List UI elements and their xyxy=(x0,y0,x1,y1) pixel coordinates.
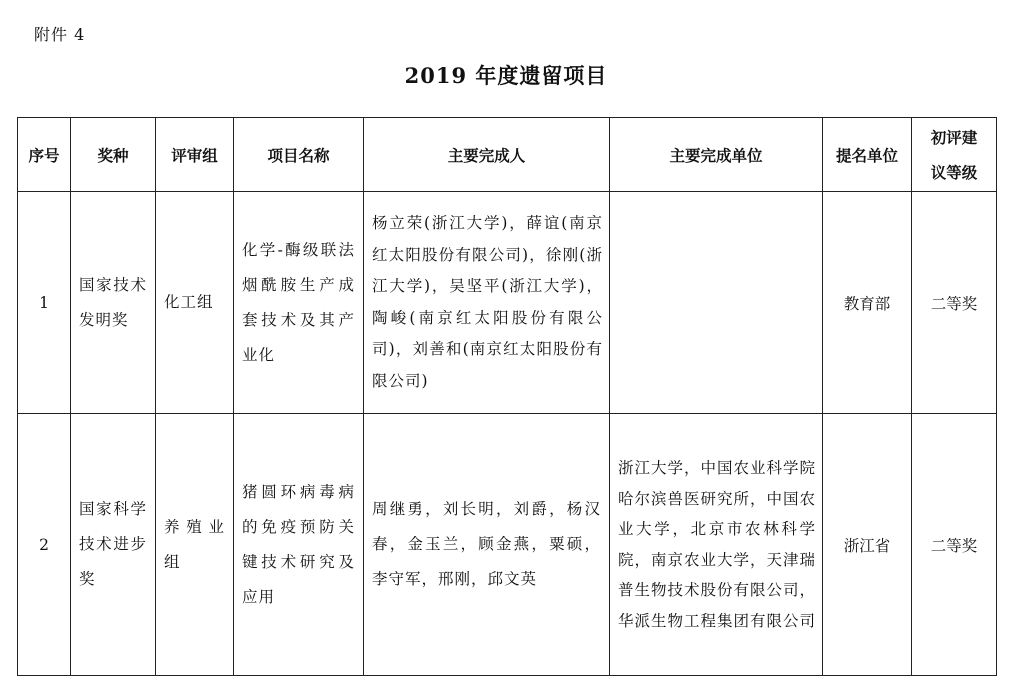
header-index: 序号 xyxy=(18,118,71,192)
main-contributors-text: 杨立荣(浙江大学)，薛谊(南京红太阳股份有限公司)，徐刚(浙江大学)，吴坚平(浙江大学)，陶峻(南京红太阳股份有限公司)，刘善和(南京红太阳股份有限公司) xyxy=(372,214,603,390)
row-award-type xyxy=(71,414,156,676)
row-main-contributors xyxy=(364,414,610,676)
main-units-text xyxy=(610,299,822,307)
attachment-label: 附件 4 xyxy=(34,25,86,44)
row-project-name xyxy=(234,414,364,676)
header-grade xyxy=(912,118,997,192)
header-row xyxy=(18,118,997,192)
row-award-type xyxy=(71,192,156,414)
row-grade: 二等奖 xyxy=(912,192,997,414)
row-index: 2 xyxy=(18,414,71,676)
row-grade: 二等奖 xyxy=(912,414,997,676)
project-name-text: 化学-酶级联法烟酰胺生产成套技术及其产业化 xyxy=(242,240,355,364)
header-main-contributors: 主要完成人 xyxy=(364,118,610,192)
header-main-units: 主要完成单位 xyxy=(610,118,823,192)
row-main-units xyxy=(610,192,823,414)
row-nominating-unit: 浙江省 xyxy=(823,414,912,676)
review-group-text: 养殖业组 xyxy=(164,517,225,571)
row-main-contributors xyxy=(364,192,610,414)
header-review-group: 评审组 xyxy=(156,118,234,192)
project-name-text: 猪圆环病毒病的免疫预防关键技术研究及应用 xyxy=(242,482,355,606)
header-grade-line1: 初评建 xyxy=(930,127,978,147)
page-title: 2019 年度遗留项目 xyxy=(404,63,608,88)
main-contributors-text: 周继勇，刘长明，刘爵，杨汉春，金玉兰，顾金燕，粟硕，李守军，邢刚，邱文英 xyxy=(372,500,601,588)
main-units-text: 浙江大学，中国农业科学院哈尔滨兽医研究所，中国农业大学，北京市农林科学院，南京农业大学，天津瑞普生物技术股份有限公司，华派生物工程集团有限公司 xyxy=(618,459,817,630)
row-index: 1 xyxy=(18,192,71,414)
projects-table xyxy=(17,117,997,676)
header-nominating-unit: 提名单位 xyxy=(823,118,912,192)
header-project-name: 项目名称 xyxy=(234,118,364,192)
header-grade-line2: 议等级 xyxy=(930,162,978,182)
row-review-group xyxy=(156,192,234,414)
table-row xyxy=(18,192,997,414)
header-award-type: 奖种 xyxy=(71,118,156,192)
award-type-text: 国家技术发明奖 xyxy=(79,275,147,329)
review-group-text: 化工组 xyxy=(164,293,214,311)
row-nominating-unit: 教育部 xyxy=(823,192,912,414)
table-row xyxy=(18,414,997,676)
row-main-units xyxy=(610,414,823,676)
award-type-text: 国家科学技术进步奖 xyxy=(79,500,147,588)
row-project-name xyxy=(234,192,364,414)
row-review-group xyxy=(156,414,234,676)
